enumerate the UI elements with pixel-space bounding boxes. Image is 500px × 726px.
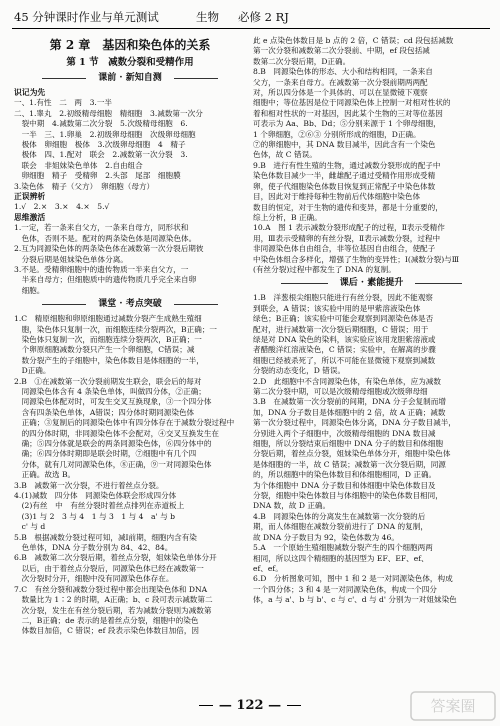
text-line: 6.D 分析图象可知，图中 1 和 2 是一对同源染色体，构成 <box>253 574 453 584</box>
text-line: 2.互为同源染色体的两条染色体在减数第一次分裂后期彼 <box>14 244 204 254</box>
text-line: 非同源染色体自由组合，非等位基因自由组合，使配子 <box>253 244 436 254</box>
text-line: 正确。故选 B。 <box>14 470 76 480</box>
text-line: 含有四条染色单体，A错误；四分体时期同源染色体 <box>14 407 195 417</box>
text-line: 绿色；B正确；该实验中可能会观察到同源染色体是否 <box>253 314 434 324</box>
band-preclass-label: 课前 · 新知自测 <box>86 71 173 86</box>
subject-label: 生物 <box>196 10 219 24</box>
text-line: 染色体只复制一次，而细胞连续分裂两次，B正确；一 <box>14 334 202 344</box>
text-line: ⑦的卵细胞中，其 DNA 数目减半，因此含有一个染色 <box>253 140 436 150</box>
watermark-text: 答案圈 <box>430 697 476 715</box>
text-line: 体数目加倍，C 错误；ef 段表示染色体数目加倍，因 <box>14 626 200 636</box>
text-line: 二，B正确；de 表示的是着丝点分裂，细胞中的染色 <box>14 615 199 625</box>
text-line: 绿是对 DNA 染色的染料，该实验应该用龙胆紫溶液或 <box>253 334 436 344</box>
text-line: 2.D 此细胞中不含同源染色体，有染色单体，应为减数 <box>253 376 441 386</box>
text-line: 相同，所以这四个精细胞的基因型为 EF、EF、ef、 <box>253 553 429 563</box>
text-line: 细胞。 <box>14 285 45 295</box>
text-line: DNA 数，故 D 正确。 <box>253 501 331 511</box>
text-line: 一、1.有性 二 两 3.一半 <box>14 98 113 108</box>
text-line: 着和相对性状的一对基因，因此某个生物的三对等位基因 <box>253 108 443 118</box>
text-line: 色单体，DNA 分子数分别为 84、42、84。 <box>14 543 173 553</box>
text-line: 二、1.睾丸 2.初级精母细胞 精细胞 3.减数第一次分 <box>14 108 203 118</box>
text-line: (3)1 与 2 3 与 4 1 与 3 1 与 4 a' 与 b <box>14 511 175 521</box>
text-line: 正确；③复制后的同源染色体中有四分体存在于减数分裂过程中 <box>14 418 235 428</box>
text-line: 此 e 点染色体数目是 b 点的 2 倍，C 错误；cd 段包括减数 <box>253 36 454 45</box>
text-line: 期，而人体细胞在减数分裂前进行了 DNA 的复制， <box>253 522 428 532</box>
text-line: 数量比为 1∶2 的时期，A正确；b、c 段可表示减数第二 <box>14 595 213 605</box>
text-line: 次分裂时分开，细胞中没有同源染色体存在。 <box>14 574 174 584</box>
text-line: 数分裂产生的子细胞中，染色体数目是体细胞的一半， <box>14 355 204 365</box>
text-line: 1.一定，若一条来自父方，一条来自母方，同形状和 <box>14 223 189 233</box>
text-line: 第二次分裂中期，可以是次级精母细胞或次级卵母细 <box>253 387 428 396</box>
text-line: 联会 非姐妹染色单体 2.自由组合 <box>14 160 143 170</box>
text-line: 用，Ⅲ表示受精卵的有丝分裂，Ⅱ表示减数分裂，过程中 <box>253 233 441 243</box>
band-inclass-label: 课堂 · 考点突破 <box>86 297 173 312</box>
text-line: 次分裂，发生在有丝分裂后期，若为减数分裂则为减数第 <box>14 605 212 615</box>
text-line: 分裂后期是姐妹染色单体分离。 <box>14 254 128 264</box>
text-line: 胞，染色体只复制一次，而细胞连续分裂两次，B正确；一 <box>14 324 218 334</box>
text-line: 分体，就有几对同源染色体，⑧正确，⑨一对同源染色体 <box>14 459 212 469</box>
text-line: 数第二次分裂后期，D正确。 <box>253 56 351 66</box>
text-line: 故 DNA 分子数目为 92，染色体数为 46。 <box>253 532 399 542</box>
text-line: 5.A 一个原始生殖细胞减数分裂产生的四个细胞两两 <box>253 543 433 553</box>
text-line: D正确。 <box>14 366 51 376</box>
text-line: 确；⑤四分体就是联会的两条同源染色体，⑥四分体中的 <box>14 439 212 448</box>
text-line: 正误辨析 <box>14 192 46 202</box>
text-line: 第一次分裂过程中，同源染色体分离，DNA 分子数目减半， <box>253 418 456 428</box>
text-line: 个卵原细胞减数分裂只产生一个卵细胞，C错误；减 <box>14 345 195 355</box>
text-line: 1.√ 2.× 3.× 4.× 5.√ <box>14 202 110 212</box>
text-line: 配对，进行减数第一次分裂后期细胞，C 错误；用于 <box>253 324 429 334</box>
text-line: 裂中期 4.减数第二次分裂 5.次级精母细胞 6. <box>14 119 188 129</box>
text-line: 目，因此对于维持每种生物前后代体细胞中染色体 <box>253 192 421 202</box>
text-line: c' 与 d <box>14 522 46 532</box>
text-line: (有丝分裂)过程中都发生了 DNA 的复制。 <box>253 264 396 274</box>
left-column <box>14 36 246 637</box>
band-postclass <box>253 276 490 291</box>
text-line: 4.(1)减数 四分体 同源染色体联会形成四分体 <box>14 491 177 501</box>
page-number: — 122 — <box>0 698 500 713</box>
band-postclass-label: 课后 · 素能提升 <box>328 276 415 291</box>
text-line: 对，所以四分体是一个具体的、可以在显微镜下观察 <box>253 88 428 98</box>
text-line: 8.B 同源染色体的形态、大小和结构相同，一条来自 <box>253 67 433 77</box>
left-text-block-a <box>14 88 246 296</box>
text-line: 者醋酸洋红溶液染色，C 错误；实验中，在解离的步骤 <box>253 345 436 355</box>
text-line: 卵细胞 精子 受精卵 2.头部 尾部 细胞膜 <box>14 171 181 181</box>
text-line: 2.B ①在减数第一次分裂前期发生联会，联会后的每对 <box>14 376 202 386</box>
text-line: 3.不是。受精卵细胞中的遗传物质一半来自父方，一 <box>14 264 189 274</box>
text-line: 确；⑥四分体时期即是联会时期，⑦细胞中有几个四 <box>14 449 197 459</box>
text-line: 可表示为 Aa、Bb、Dd；⑤分别来源于 1 个卵母细胞， <box>253 119 441 129</box>
text-line: 3.B 在减数第一次分裂前的间期，DNA 分子会复制而增 <box>253 397 446 407</box>
text-line: 以后，由于着丝点分裂后，同源染色体已经在减数第一 <box>14 563 204 573</box>
text-line: 思维激活 <box>14 212 46 222</box>
text-line: 7.C 有丝分裂和减数分裂过程中都会出现染色体和 DNA <box>14 584 208 594</box>
text-line: 4.B 同源染色体的分离发生在减数第一次分裂的后 <box>253 511 426 521</box>
text-line: 1 个卵细胞，②⑥③ 分别所形成的细胞，D正确。 <box>253 129 421 139</box>
text-line: 半来自母方；但细胞质中的遗传物质几乎完全来自卵 <box>14 275 197 285</box>
text-line: 10.A 图 1 表示减数分裂形成配子的过程，Ⅱ表示受精作 <box>253 223 445 233</box>
section-title: 第 1 节 减数分裂和受精作用 <box>66 57 194 68</box>
text-line: 色体，否则不是。配对的两条染色体是同源染色体。 <box>14 233 197 243</box>
text-line: 是体细胞的一半，故 C 错误；减数第一次分裂后期，同源 <box>253 459 446 469</box>
text-line: 中染色体组合多样化，增强了生物的变异性；Ⅰ(减数分裂)与Ⅲ <box>253 254 460 264</box>
running-header <box>12 6 490 29</box>
text-line: 3.染色体 精子（父方） 卵细胞（母方） <box>14 181 155 191</box>
edition-label: 必修 2 RJ <box>238 10 289 24</box>
text-line: 数目的恒定，对于生物的遗传和变异，都是十分重要的， <box>253 202 443 212</box>
text-line: 分裂，细胞中染色体数目与体细胞中的染色体数目相同， <box>253 491 443 501</box>
text-line: 染色体数目减少一半，雌雄配子通过受精作用形成受精 <box>253 171 436 181</box>
watermark-logo <box>410 690 496 722</box>
text-line: 一半 三、1.卵巢 2.初级卵母细胞 次级卵母细胞 <box>14 129 196 139</box>
text-line: 分裂后期，着丝点分裂，姐妹染色单体分开，细胞中染色体 <box>253 449 451 459</box>
text-line: 分裂的动态变化，D 错误。 <box>253 366 346 376</box>
text-line: 色体，故 C 错误。 <box>253 150 317 160</box>
text-line: 体，a 与 a'、b 与 b'、c 与 c'、d 与 d' 分别为一对姐妹染色 <box>253 595 457 605</box>
text-line: 一个四分体；3 和 4 是一对同源染色体，构成一个四分 <box>253 584 437 594</box>
text-line: 加，DNA 分子数目是体细胞中的 2 倍，故 A 正确；减数 <box>253 407 446 417</box>
text-line: 父方，一条来自母方。在减数第一次分裂前期两两配 <box>253 77 428 87</box>
text-line: ef、ef。 <box>253 563 283 573</box>
text-line: 第一次分裂和减数第二次分裂前、中期，ef 段包括减 <box>253 46 430 56</box>
right-text-block-b <box>253 293 490 605</box>
text-line: 的四分体时期，非同源染色体不会配对，④交叉互换发生在 <box>14 428 220 438</box>
right-column <box>253 36 490 606</box>
band-inclass <box>14 297 246 312</box>
text-line: 1.C 精原细胞和卵原细胞通过减数分裂产生成熟生殖细 <box>14 314 202 324</box>
band-preclass <box>14 71 246 86</box>
text-line: 极体 四、1.配对 联会 2.减数第一次分裂 3. <box>14 150 188 160</box>
text-line: 极体 卵细胞 极体 3.次级卵母细胞 4 精子 <box>14 140 186 150</box>
text-line: 卵，使子代细胞染色体数目恢复到正常配子中染色体数 <box>253 181 436 191</box>
text-line: 同源染色体配对时，可发生交叉互换现象，③一个四分体 <box>14 397 212 407</box>
text-line: 6.B 减数第二次分裂后期，着丝点分裂，姐妹染色单体分开 <box>14 553 217 563</box>
text-line: 细胞，所以分裂结束后细胞中 DNA 分子的数目和体细胞 <box>253 439 444 449</box>
text-line: 1.B 洋葱根尖细胞只能进行有丝分裂，因此不能观察 <box>253 293 433 303</box>
left-text-block-b <box>14 314 246 637</box>
text-line: 为个体细胞中 DNA 分子数目和体细胞中染色体数目及 <box>253 480 436 490</box>
text-line: 同源染色体含有 4 条染色单体，叫做四分体，②正确； <box>14 386 206 396</box>
text-line: 细胞中；等位基因是位于同源染色体上控制一对相对性状的 <box>253 98 451 108</box>
text-line: 分别进入两个子细胞中，次级精母细胞的 DNA 数目减 <box>253 428 436 438</box>
text-line: 综上分析，B 正确。 <box>253 212 322 222</box>
text-line: 识记为先 <box>14 88 46 97</box>
text-line: 的，所以细胞中的染色体数目和体细胞相同，D 正确。 <box>253 470 437 480</box>
chapter-title: 第 2 章 基因和染色体的关系 <box>49 38 211 52</box>
text-line: 细胞已经被杀死了，所以不可能在显微镜下观察到减数 <box>253 355 436 365</box>
book-title: 45 分钟课时作业与单元测试 <box>14 10 159 24</box>
text-line: (2)有丝 中 有丝分裂时着丝点排列在赤道板上 <box>14 501 185 511</box>
right-text-block-a <box>253 36 490 275</box>
text-line: 到联会，A 错误；该实验中用的是甲紫溶液染色体 <box>253 303 421 313</box>
text-line: 5.B 根据减数分裂过程可知，减Ⅰ前期，细胞内含有染 <box>14 532 197 542</box>
text-line: 3.B 减数第一次分裂，不进行着丝点分裂。 <box>14 480 164 490</box>
text-line: 9.B 进行有性生殖的生物，通过减数分裂形成的配子中 <box>253 160 441 170</box>
